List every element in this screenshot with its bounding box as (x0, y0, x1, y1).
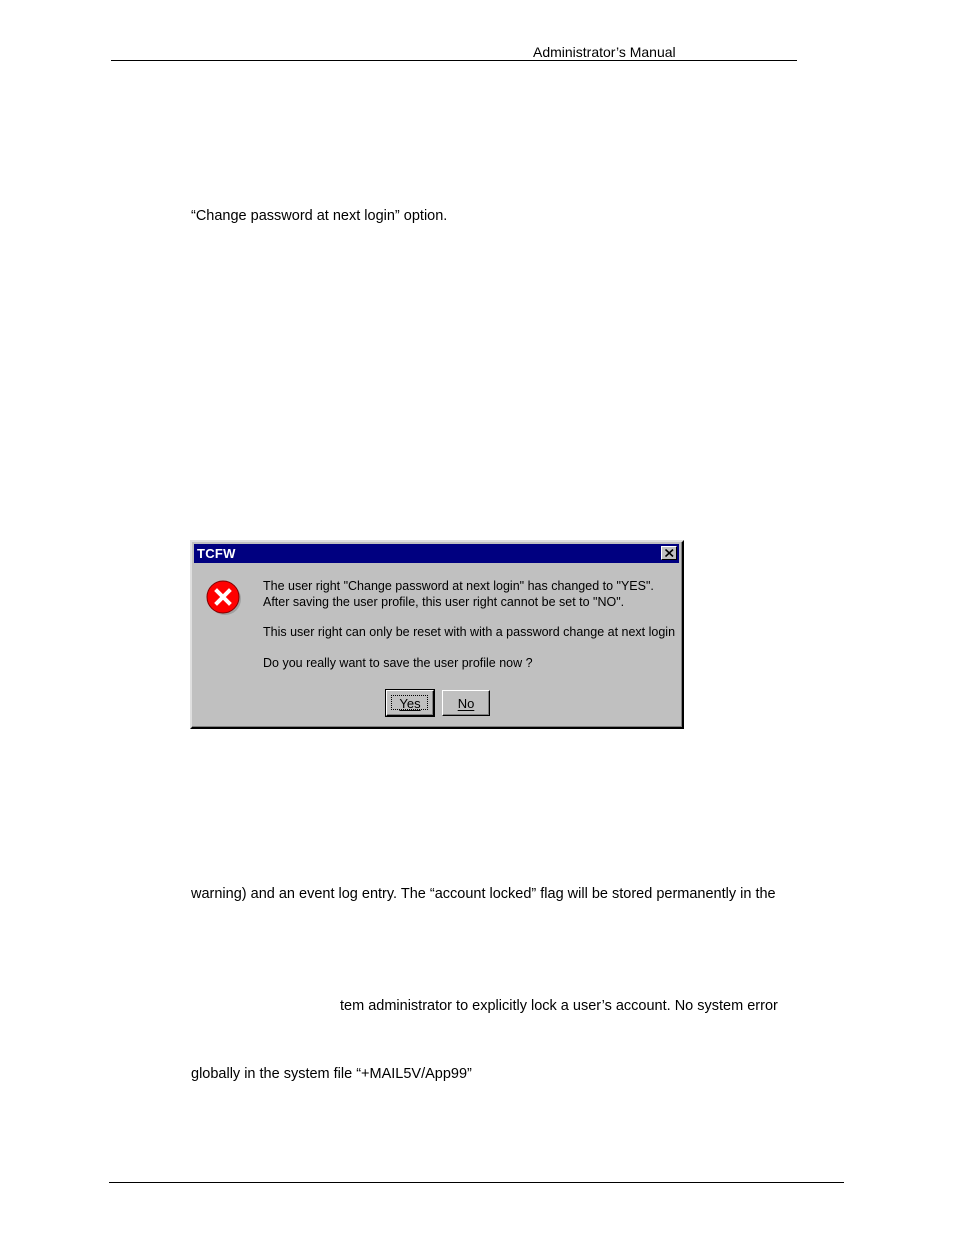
confirm-dialog (190, 540, 684, 729)
yes-button[interactable] (386, 690, 434, 716)
footer-divider (109, 1182, 844, 1183)
close-button[interactable] (661, 546, 677, 560)
body-paragraph-4: globally in the system file “+MAIL5V/App99” (191, 1066, 472, 1082)
close-icon (665, 549, 674, 557)
body-paragraph-2: warning) and an event log entry. The “account locked” flag will be stored permanently in the (191, 886, 776, 902)
header-title: Administrator’s Manual (533, 44, 676, 60)
dialog-titlebar[interactable] (194, 544, 679, 563)
body-paragraph-1: “Change password at next login” option. (191, 208, 448, 224)
error-icon (206, 580, 242, 616)
dialog-title: TCFW (197, 546, 236, 561)
no-button[interactable] (442, 690, 490, 716)
body-paragraph-3: tem administrator to explicitly lock a user’s account. No system error (340, 998, 778, 1014)
dialog-message-line-1: The user right "Change password at next login" has changed to "YES". (263, 579, 654, 593)
dialog-message-line-4: Do you really want to save the user profile now ? (263, 656, 533, 670)
yes-button-label: Yes (399, 695, 421, 711)
no-button-label: No (457, 695, 475, 711)
header-divider (111, 60, 797, 61)
dialog-message-line-3: This user right can only be reset with with a password change at next login (263, 625, 676, 639)
dialog-message-line-2: After saving the user profile, this user right cannot be set to "NO". (263, 595, 625, 609)
